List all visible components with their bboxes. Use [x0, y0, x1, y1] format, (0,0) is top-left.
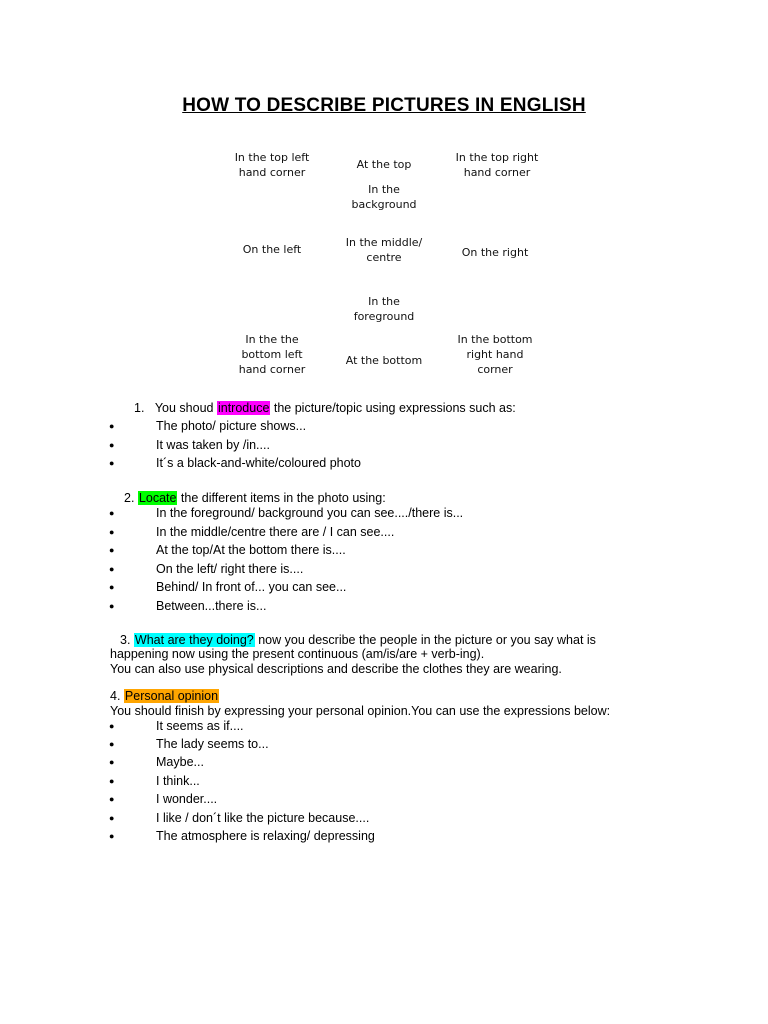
list-item: At the top/At the bottom there is.... [156, 543, 346, 557]
bullet-icon: ● [109, 601, 115, 611]
section-2-heading [124, 491, 386, 506]
bullet-icon: ● [109, 421, 115, 431]
section-3-line-3: You can also use physical descriptions and describe the clothes they are wearing. [110, 662, 562, 676]
section-number: 3. [120, 633, 131, 647]
section-1-heading [134, 401, 516, 416]
label-line: centre [366, 251, 402, 264]
label-line: hand corner [463, 166, 531, 179]
label-line: In the the [245, 333, 299, 346]
label-line: In the top right [455, 151, 539, 164]
section-4-heading [110, 689, 219, 704]
label-foreground [309, 294, 459, 324]
label-line: On the left [242, 243, 302, 256]
label-background [309, 182, 459, 212]
list-item: Behind/ In front of... you can see... [156, 580, 347, 594]
list-item: It seems as if.... [156, 719, 244, 733]
bullet-icon: ● [109, 527, 115, 537]
bullet-icon: ● [109, 757, 115, 767]
label-line: At the top [356, 158, 412, 171]
list-item: Between...there is... [156, 599, 267, 613]
label-line: hand corner [238, 166, 306, 179]
highlight-personal-opinion: Personal opinion [124, 689, 219, 703]
section-number: 4. [110, 689, 121, 703]
list-item: I think... [156, 774, 200, 788]
section-4-intro: You should finish by expressing your personal opinion.You can use the expressions below: [110, 704, 611, 718]
bullet-icon: ● [109, 813, 115, 823]
list-item: Maybe... [156, 755, 204, 769]
label-bottom-right [420, 332, 570, 377]
list-item: On the left/ right there is.... [156, 562, 304, 576]
label-line: In the [368, 295, 400, 308]
highlight-introduce: introduce [217, 401, 270, 415]
list-item: In the middle/centre there are / I can see.... [156, 525, 395, 539]
label-line: In the top left [234, 151, 310, 164]
label-line: background [351, 198, 417, 211]
label-right [420, 245, 570, 260]
highlight-what-are-they-doing: What are they doing? [134, 633, 254, 647]
bullet-icon: ● [109, 545, 115, 555]
section-text: now you describe the people in the picture or you say what is [254, 633, 596, 647]
list-item: In the foreground/ background you can see..../there is... [156, 506, 464, 520]
label-line: corner [477, 363, 513, 376]
list-item: It was taken by /in.... [156, 438, 270, 452]
bullet-icon: ● [109, 564, 115, 574]
section-3-line-2: happening now using the present continuous (am/is/are + verb-ing). [110, 647, 485, 661]
section-number: 1. [134, 401, 145, 415]
section-3-heading [120, 633, 596, 648]
section-text: the picture/topic using expressions such as: [270, 401, 516, 415]
bullet-icon: ● [109, 582, 115, 592]
bullet-icon: ● [109, 440, 115, 450]
bullet-icon: ● [109, 831, 115, 841]
label-line: In the [368, 183, 400, 196]
label-line: In the bottom [457, 333, 533, 346]
highlight-locate: Locate [138, 491, 177, 505]
list-item: It´s a black-and-white/coloured photo [156, 456, 361, 470]
label-line: bottom left [241, 348, 303, 361]
page-title: HOW TO DESCRIBE PICTURES IN ENGLISH [182, 95, 586, 116]
list-item: I like / don´t like the picture because.... [156, 811, 370, 825]
list-item: I wonder.... [156, 792, 218, 806]
list-item: The atmosphere is relaxing/ depressing [156, 829, 375, 843]
label-top-right [422, 150, 572, 180]
label-line: In the middle/ [345, 236, 423, 249]
bullet-icon: ● [109, 721, 115, 731]
section-text: the different items in the photo using: [177, 491, 386, 505]
label-line: At the bottom [345, 354, 423, 367]
section-text: You shoud [154, 401, 217, 415]
bullet-icon: ● [109, 794, 115, 804]
label-line: On the right [461, 246, 529, 259]
label-line: foreground [353, 310, 415, 323]
bullet-icon: ● [109, 776, 115, 786]
bullet-icon: ● [109, 508, 115, 518]
label-line: right hand [466, 348, 524, 361]
bullet-icon: ● [109, 458, 115, 468]
label-line: hand corner [238, 363, 306, 376]
list-item: The photo/ picture shows... [156, 419, 307, 433]
list-item: The lady seems to... [156, 737, 269, 751]
section-number: 2. [124, 491, 135, 505]
bullet-icon: ● [109, 739, 115, 749]
